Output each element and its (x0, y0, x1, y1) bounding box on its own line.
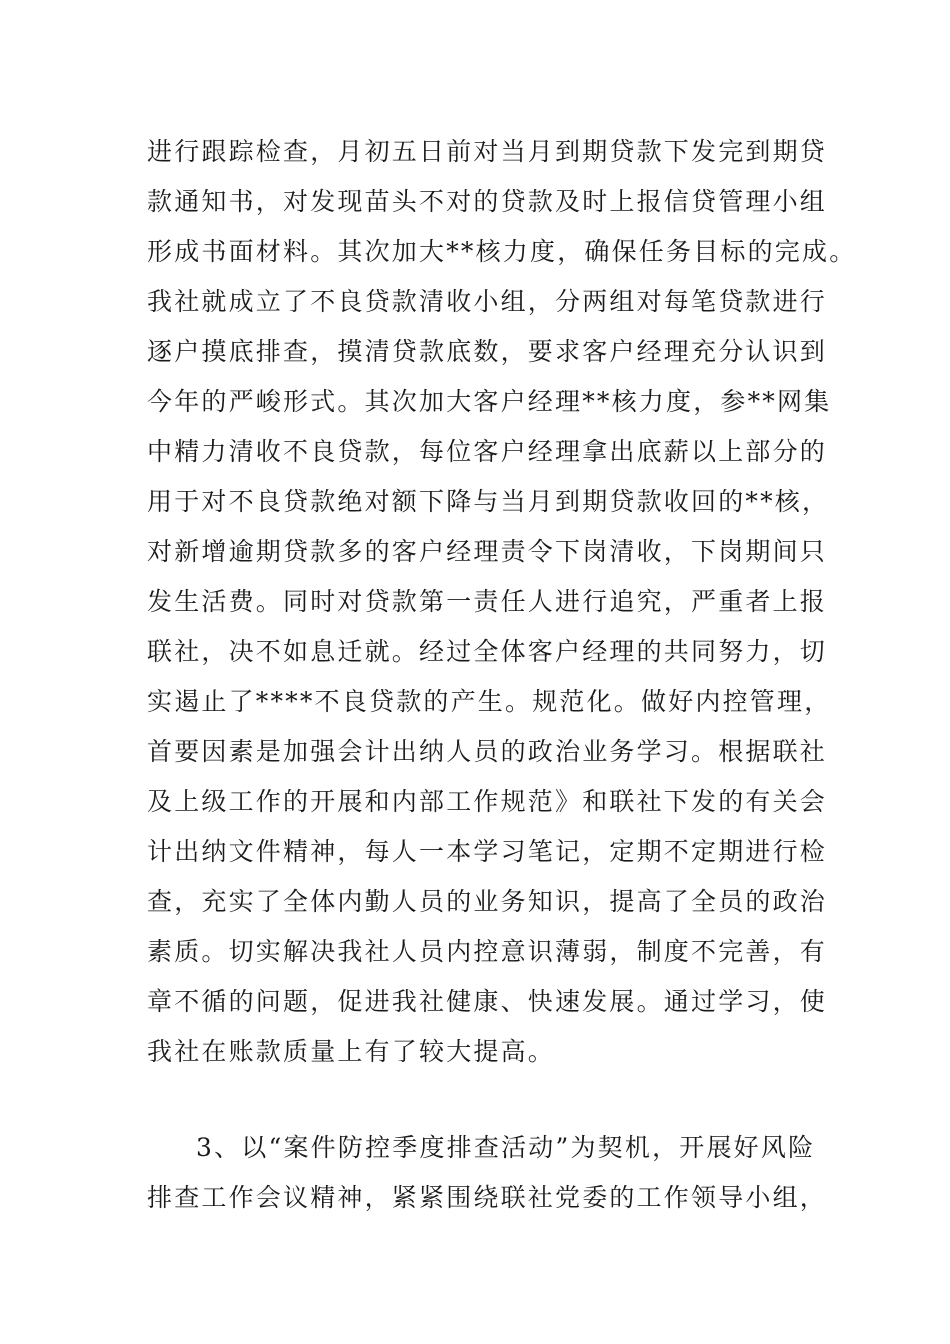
paragraph-1-line-4: 我社就成立了不良贷款清收小组，分两组对每笔贷款进行 (147, 287, 828, 316)
paragraph-1-line-13: 首要因素是加强会计出纳人员的政治业务学习。根据联社 (147, 737, 828, 766)
paragraph-1-line-17: 素质。切实解决我社人员内控意识薄弱，制度不完善，有 (147, 937, 828, 966)
paragraph-1-line-12: 实遏止了****不良贷款的产生。规范化。做好内控管理， (147, 687, 832, 716)
paragraph-1-line-14: 及上级工作的开展和内部工作规范》和联社下发的有关会 (147, 787, 828, 816)
paragraph-2-line-1: 3、以“案件防控季度排查活动”为契机，开展好风险 (196, 1133, 816, 1162)
paragraph-1-line-9: 对新增逾期贷款多的客户经理责令下岗清收，下岗期间只 (147, 537, 828, 566)
paragraph-1-line-16: 查，充实了全体内勤人员的业务知识，提高了全员的政治 (147, 887, 828, 916)
paragraph-1-line-19: 我社在账款质量上有了较大提高。 (147, 1037, 556, 1066)
paragraph-2-line-2: 排查工作会议精神，紧紧围绕联社党委的工作领导小组， (147, 1183, 828, 1212)
paragraph-1-line-7: 中精力清收不良贷款，每位客户经理拿出底薪以上部分的 (147, 437, 828, 466)
paragraph-1-line-5: 逐户摸底排查，摸清贷款底数，要求客户经理充分认识到 (147, 337, 828, 366)
paragraph-1-line-8: 用于对不良贷款绝对额下降与当月到期贷款收回的**核， (147, 487, 830, 516)
paragraph-1-line-15: 计出纳文件精神，每人一本学习笔记，定期不定期进行检 (147, 837, 828, 866)
paragraph-1-line-11: 联社，决不如息迁就。经过全体客户经理的共同努力，切 (147, 637, 828, 666)
paragraph-1-line-1: 进行跟踪检查，月初五日前对当月到期贷款下发完到期贷 (147, 137, 828, 166)
paragraph-1-line-6: 今年的严峻形式。其次加大客户经理**核力度，参**网集 (147, 387, 832, 416)
paragraph-1-line-10: 发生活费。同时对贷款第一责任人进行追究，严重者上报 (147, 587, 828, 616)
paragraph-1-line-3: 形成书面材料。其次加大**核力度，确保任务目标的完成。 (147, 237, 857, 266)
paragraph-1-line-2: 款通知书，对发现苗头不对的贷款及时上报信贷管理小组 (147, 187, 828, 216)
paragraph-1-line-18: 章不循的问题，促进我社健康、快速发展。通过学习，使 (147, 987, 828, 1016)
